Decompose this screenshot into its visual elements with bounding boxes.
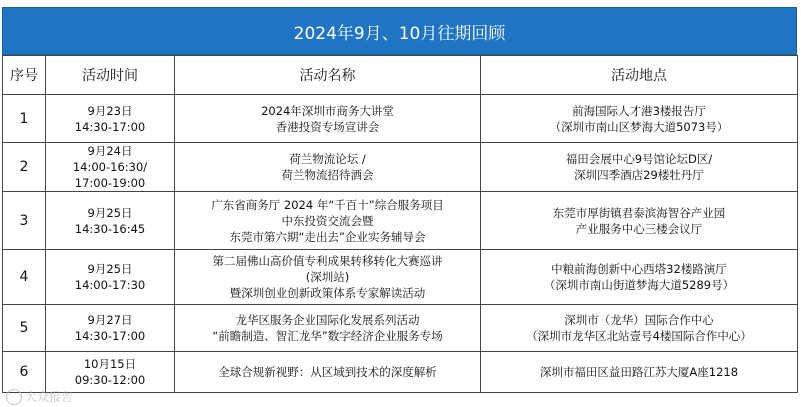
location-line: 福田会展中心9号馆论坛D区/ xyxy=(565,152,713,166)
header-location: 活动地点 xyxy=(481,56,798,95)
row-index: 4 xyxy=(3,250,46,305)
time-line: 14:00-16:30/ xyxy=(72,160,148,174)
row-location xyxy=(481,143,798,192)
time-line: 14:30-17:00 xyxy=(74,329,146,343)
row-event-name xyxy=(175,250,481,305)
row-index: 5 xyxy=(3,305,46,352)
location-line: 东莞市厚街镇君泰滨海智谷产业园 xyxy=(552,205,726,220)
row-location xyxy=(481,250,798,305)
row-location xyxy=(481,352,798,393)
location-line: 深圳市福田区益田路江苏大厦A座1218 xyxy=(539,365,739,379)
row-time xyxy=(46,250,175,305)
table-row xyxy=(3,95,798,143)
row-event-name xyxy=(175,352,481,393)
time-line: 09:30-12:00 xyxy=(74,373,146,387)
time-line: 14:00-17:30 xyxy=(74,278,146,292)
table-title: 2024年9月、10月往期回顾 xyxy=(2,7,797,55)
name-line: 中东投资交流会暨 xyxy=(281,213,374,228)
name-line: 龙华区服务企业国际化发展系列活动 xyxy=(235,313,420,327)
name-line: 暨深圳创业创新政策体系专家解读活动 xyxy=(229,286,426,300)
row-index: 3 xyxy=(3,192,46,250)
row-time xyxy=(46,192,175,250)
location-line: 深圳四季酒店29楼牡丹厅 xyxy=(574,168,704,182)
row-event-name xyxy=(175,305,481,352)
table-row xyxy=(3,250,798,305)
row-location xyxy=(481,192,798,250)
time-line: 17:00-19:00 xyxy=(74,176,146,190)
row-event-name xyxy=(175,192,481,250)
time-line: 10月15日 xyxy=(83,357,137,371)
table-row xyxy=(3,143,798,192)
row-time xyxy=(46,143,175,192)
row-event-name xyxy=(175,143,481,192)
header-row xyxy=(3,56,798,95)
row-location xyxy=(481,305,798,352)
time-line: 14:30-17:00 xyxy=(74,119,146,134)
name-line: 荷兰物流论坛 / xyxy=(289,152,366,166)
name-line: 第二届佛山高价值专利成果转移转化大赛巡讲 xyxy=(212,254,443,268)
location-line: （深圳市龙华区北站壹号4楼国际合作中心） xyxy=(526,329,752,343)
row-index: 2 xyxy=(3,143,46,192)
time-line: 9月24日 xyxy=(87,144,133,158)
table-row xyxy=(3,305,798,352)
table-row xyxy=(3,192,798,250)
time-line: 14:30-16:45 xyxy=(74,221,146,236)
row-time xyxy=(46,305,175,352)
location-line: 前海国际人才港3楼报告厅 xyxy=(572,103,706,118)
name-line: 全球合规新视野：从区域到技术的深度解析 xyxy=(218,365,437,379)
name-line: 东莞市第六期“走出去”企业实务辅导会 xyxy=(229,229,426,244)
table-row xyxy=(3,352,798,393)
location-line: 中粮前海创新中心西塔32楼路演厅 xyxy=(551,262,727,276)
header-index: 序号 xyxy=(3,56,46,95)
name-line: 香港投资专场宣讲会 xyxy=(275,119,380,134)
name-line: 2024年深圳市商务大讲堂 xyxy=(261,103,394,118)
row-time xyxy=(46,95,175,143)
name-line: (深圳站) xyxy=(305,270,350,284)
name-line: 荷兰物流招待酒会 xyxy=(281,168,374,182)
name-line: “前瞻制造、智汇龙华”数字经济企业服务专场 xyxy=(212,329,443,343)
time-line: 9月23日 xyxy=(87,103,133,118)
name-line: 广东省商务厅 2024 年“千百十”综合服务项目 xyxy=(211,197,444,212)
watermark-text: 大众报告 xyxy=(25,390,74,404)
header-name: 活动名称 xyxy=(175,56,481,95)
header-time: 活动时间 xyxy=(46,56,175,95)
events-table-container xyxy=(2,7,797,407)
time-line: 9月25日 xyxy=(87,262,133,276)
row-time xyxy=(46,352,175,393)
row-location xyxy=(481,95,798,143)
location-line: （深圳市南山区梦海大道5073号） xyxy=(549,119,729,134)
location-line: （深圳市南山街道梦海大道5289号） xyxy=(543,278,735,292)
events-table xyxy=(2,55,798,393)
row-event-name xyxy=(175,95,481,143)
time-line: 9月27日 xyxy=(87,313,133,327)
row-index: 6 xyxy=(3,352,46,393)
row-index: 1 xyxy=(3,95,46,143)
location-line: 产业服务中心三楼会议厅 xyxy=(575,221,703,236)
time-line: 9月25日 xyxy=(87,205,133,220)
location-line: 深圳市（龙华）国际合作中心 xyxy=(564,313,714,327)
